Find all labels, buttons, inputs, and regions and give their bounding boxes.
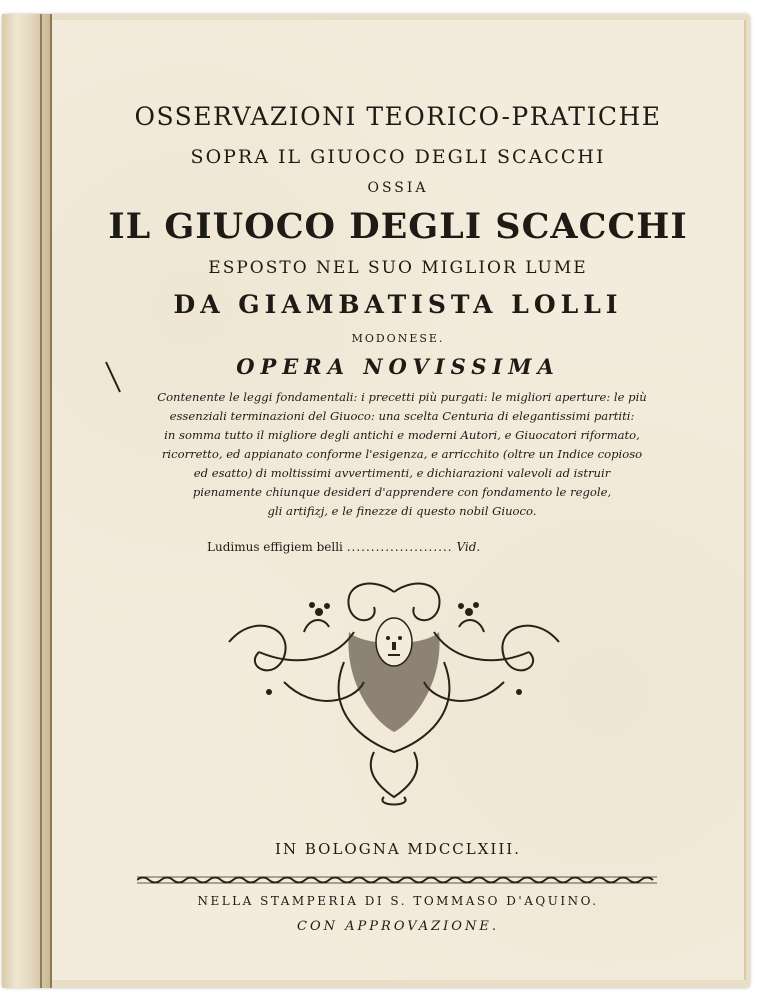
description-line: ricorretto, ed appianato conforme l'esigenza, e arricchito (oltre un Indice copioso: [161, 447, 643, 461]
approval-line: CON APPROVAZIONE.: [297, 919, 499, 934]
book: [2, 14, 750, 988]
description-line: pienamente chiunque desideri d'apprendere con fondamento le regole,: [192, 485, 612, 499]
main-title: IL GIUOCO DEGLI SCACCHI: [108, 206, 688, 247]
description-line: essenziali terminazioni del Giuoco: una scelta Centuria di elegantissimi partiti:: [169, 409, 635, 423]
book-spine: [2, 14, 52, 988]
motto-source: Vid.: [456, 540, 481, 554]
title-line-3: OSSIA: [367, 180, 429, 196]
description-line: Contenente le leggi fondamentali: i precetti più purgati: le migliori aperture: le più: [157, 390, 647, 404]
motto: [207, 540, 587, 554]
subtitle-line: OPERA NOVISSIMA: [236, 354, 560, 379]
description-line: in somma tutto il migliore degli antichi e moderni Autori, e Giuocatori riformato,: [164, 428, 640, 442]
description-line: gli artifizj, e le finezze di questo nobil Giuoco.: [267, 504, 537, 518]
motto-text: Ludimus effigiem belli: [207, 540, 343, 554]
printer-line: NELLA STAMPERIA DI S. TOMMASO D'AQUINO.: [197, 894, 599, 908]
imprint-place: IN BOLOGNA MDCCLXIII.: [275, 840, 521, 858]
origin-line: MODONESE.: [351, 332, 445, 345]
title-line-2: SOPRA IL GIUOCO DEGLI SCACCHI: [190, 146, 606, 168]
title-line-1: OSSERVAZIONI TEORICO-PRATICHE: [134, 102, 662, 131]
motto-dots: ......................: [346, 540, 453, 554]
title-line-5: ESPOSTO NEL SUO MIGLIOR LUME: [208, 258, 588, 278]
author-line: DA GIAMBATISTA LOLLI: [173, 290, 623, 319]
ornament-cartouche-icon: [224, 572, 564, 812]
description-block: [132, 388, 672, 521]
decorative-rule-icon: [137, 875, 657, 885]
description-line: ed esatto) di moltissimi avvertimenti, e dichiarazioni valevoli ad istruir: [193, 466, 611, 480]
title-page: [52, 20, 746, 980]
